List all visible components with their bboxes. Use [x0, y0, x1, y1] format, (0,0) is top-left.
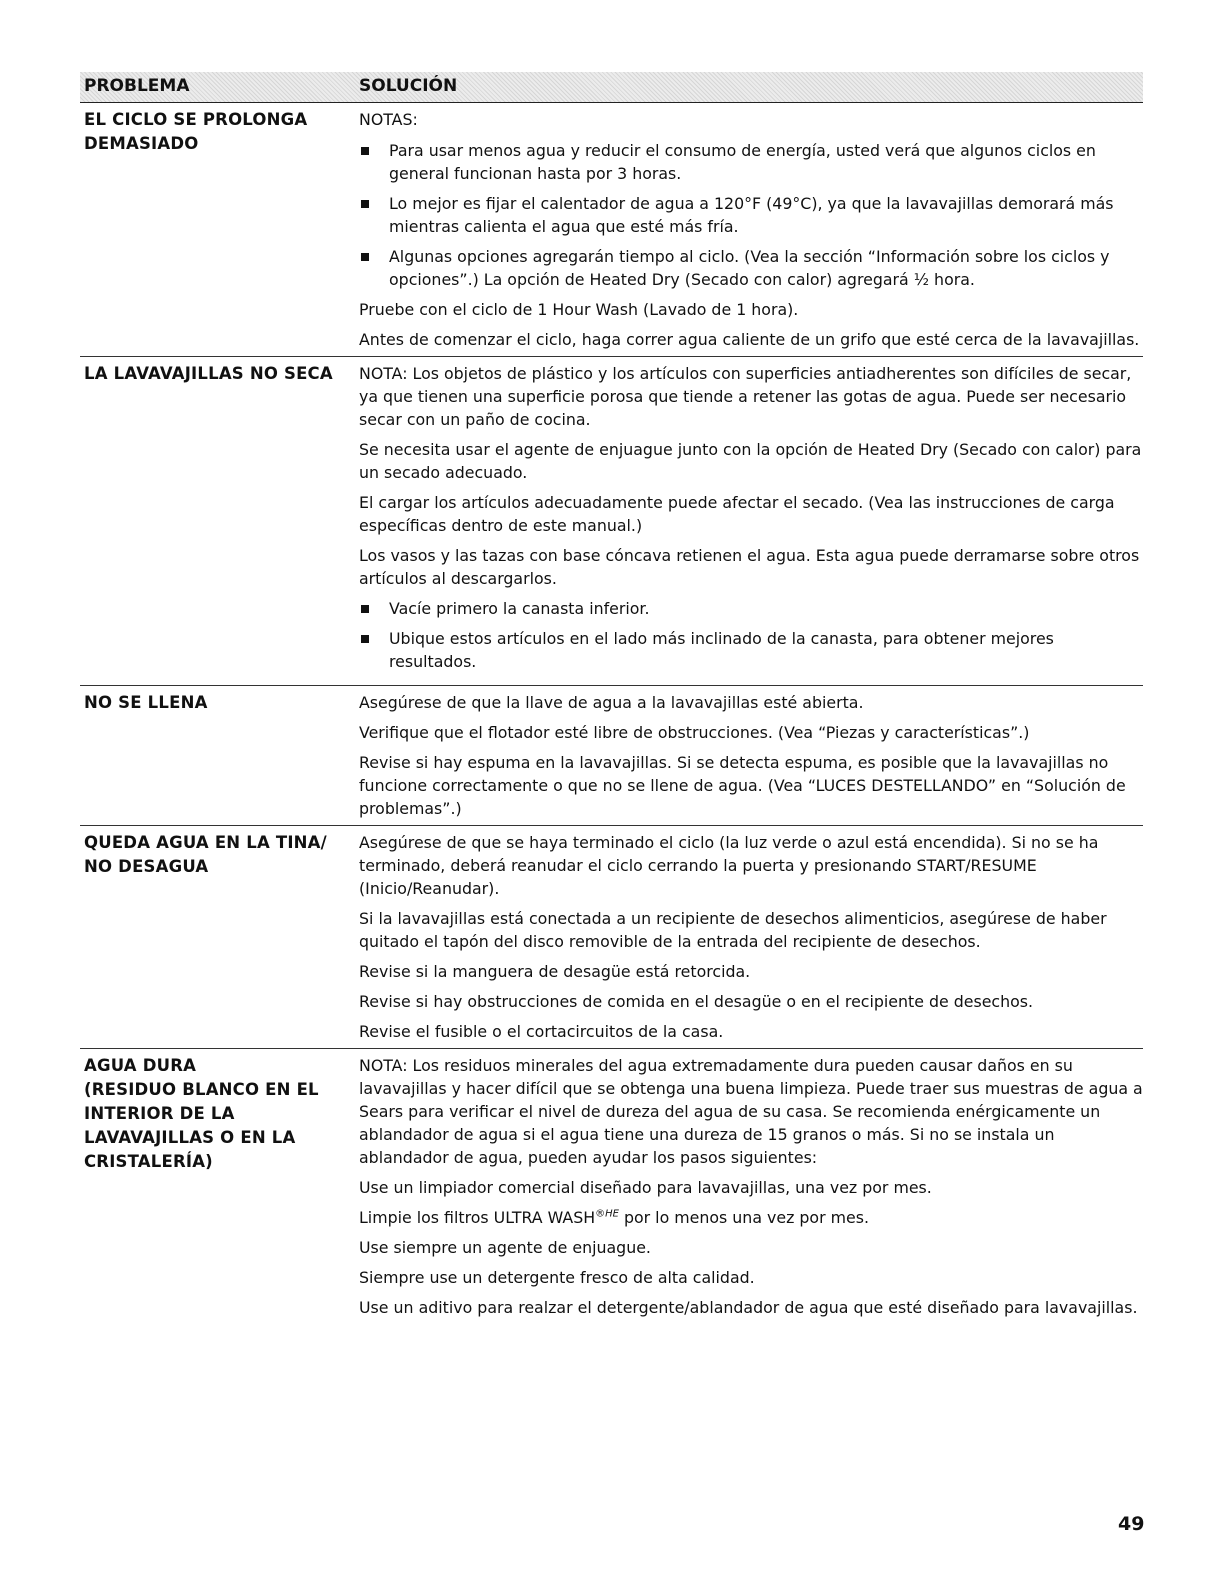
- solution-paragraph: Revise el fusible o el cortacircuitos de la casa.: [359, 1022, 724, 1041]
- solution-paragraph: Si la lavavajillas está conectada a un recipiente de desechos alimenticios, asegúrese de haber quitado el tapón del disco removible de la entrada del recipiente de desechos.: [359, 909, 1107, 951]
- table-row: [80, 357, 1143, 686]
- list-item: [359, 597, 1143, 620]
- solution-cell: [359, 691, 1143, 820]
- bullet-icon: [361, 253, 369, 261]
- problem-line: CRISTALERÍA): [84, 1152, 213, 1171]
- list-item-text: Para usar menos agua y reducir el consumo de energía, usted verá que algunos ciclos en general funcionan hasta por 3 horas.: [389, 141, 1096, 183]
- solution-paragraph: El cargar los artículos adecuadamente puede afectar el secado. (Vea las instrucciones de carga específicas dentro de este manual.): [359, 493, 1115, 535]
- problem-line: NO SE LLENA: [84, 693, 208, 712]
- solution-paragraph: Antes de comenzar el ciclo, haga correr agua caliente de un grifo que esté cerca de la lavavajillas.: [359, 330, 1140, 349]
- notes-label: NOTAS:: [359, 110, 418, 129]
- bullet-icon: [361, 200, 369, 208]
- solution-paragraph: Siempre use un detergente fresco de alta calidad.: [359, 1268, 755, 1287]
- problem-line: QUEDA AGUA EN LA TINA/: [84, 833, 327, 852]
- solution-paragraph: Use siempre un agente de enjuague.: [359, 1238, 651, 1257]
- solution-cell: [359, 1054, 1143, 1319]
- solution-paragraph: Asegúrese de que se haya terminado el ciclo (la luz verde o azul está encendida). Si no se ha terminado, deberá reanudar el ciclo cerrando la puerta y presionando START/RESUME (Inicio/Reanudar).: [359, 833, 1099, 898]
- solution-paragraph: Se necesita usar el agente de enjuague junto con la opción de Heated Dry (Secado con calor) para un secado adecuado.: [359, 440, 1142, 482]
- list-item-text: Vacíe primero la canasta inferior.: [389, 599, 650, 618]
- table-row: [80, 686, 1143, 826]
- solution-paragraph: Los vasos y las tazas con base cóncava retienen el agua. Esta agua puede derramarse sobre otros artículos al descargarlos.: [359, 546, 1140, 588]
- solution-cell: [359, 108, 1143, 351]
- filters-paragraph: [359, 1206, 1143, 1229]
- registered-he-mark: ®HE: [595, 1208, 619, 1220]
- solution-paragraph: Use un limpiador comercial diseñado para lavavajillas, una vez por mes.: [359, 1178, 932, 1197]
- page-number: 49: [1118, 1513, 1145, 1535]
- solution-cell: [359, 831, 1143, 1043]
- bullet-icon: [361, 147, 369, 155]
- list-item-text: Lo mejor es fijar el calentador de agua a 120°F (49°C), ya que la lavavajillas demorará más mientras calienta el agua que esté más fría.: [389, 194, 1114, 236]
- problem-cell: [80, 108, 359, 351]
- solution-paragraph: Revise si hay obstrucciones de comida en el desagüe o en el recipiente de desechos.: [359, 992, 1034, 1011]
- problem-cell: [80, 1054, 359, 1319]
- solution-paragraph: Revise si la manguera de desagüe está retorcida.: [359, 962, 751, 981]
- table-row: [80, 103, 1143, 357]
- table-row: [80, 826, 1143, 1049]
- solution-cell: [359, 362, 1143, 680]
- problem-line: LAVAVAJILLAS O EN LA: [84, 1128, 296, 1147]
- solution-paragraph: Pruebe con el ciclo de 1 Hour Wash (Lavado de 1 hora).: [359, 300, 799, 319]
- problem-line: EL CICLO SE PROLONGA: [84, 110, 308, 129]
- table-header: [80, 72, 1143, 103]
- list-item: [359, 627, 1143, 673]
- solution-paragraph: Verifique que el flotador esté libre de obstrucciones. (Vea “Piezas y características”.): [359, 723, 1030, 742]
- troubleshooting-table: [80, 72, 1143, 1324]
- solution-paragraph: Use un aditivo para realzar el detergente/ablandador de agua que esté diseñado para lavavajillas.: [359, 1298, 1138, 1317]
- solution-paragraph: Revise si hay espuma en la lavavajillas. Si se detecta espuma, es posible que la lavavajillas no funcione correctamente o que no se llene de agua. (Vea “LUCES DESTELLANDO” en “Solución de problemas”.): [359, 753, 1126, 818]
- bullet-icon: [361, 635, 369, 643]
- filters-text-before: Limpie los filtros ULTRA WASH: [359, 1208, 596, 1227]
- problem-line: NO DESAGUA: [84, 857, 209, 876]
- filters-text-after: por lo menos una vez por mes.: [618, 1208, 869, 1227]
- problem-cell: [80, 691, 359, 820]
- list-item: [359, 139, 1143, 185]
- table-row: [80, 1049, 1143, 1324]
- problem-cell: [80, 831, 359, 1043]
- problem-line: LA LAVAVAJILLAS NO SECA: [84, 364, 333, 383]
- problem-line: DEMASIADO: [84, 134, 199, 153]
- problem-line: AGUA DURA: [84, 1056, 197, 1075]
- problem-cell: [80, 362, 359, 680]
- list-item-text: Algunas opciones agregarán tiempo al ciclo. (Vea la sección “Información sobre los ciclos y opciones”.) La opción de Heated Dry (Secado con calor) agregará ½ hora.: [389, 247, 1110, 289]
- list-item-text: Ubique estos artículos en el lado más inclinado de la canasta, para obtener mejores resultados.: [389, 629, 1054, 671]
- solution-paragraph: NOTA: Los residuos minerales del agua extremadamente dura pueden causar daños en su lavavajillas y hacer difícil que se obtenga una buena limpieza. Puede traer sus muestras de agua a Sears para verificar el nivel de dureza del agua de su casa. Se recomienda enérgicamente un ablandador de agua si el agua tiene una dureza de 15 granos o más. Si no se instala un ablandador de agua, pueden ayudar los pasos siguientes:: [359, 1056, 1143, 1167]
- header-solution: SOLUCIÓN: [359, 76, 458, 96]
- list-item: [359, 245, 1143, 291]
- list-item: [359, 192, 1143, 238]
- solution-paragraph: Asegúrese de que la llave de agua a la lavavajillas esté abierta.: [359, 693, 864, 712]
- bullet-icon: [361, 605, 369, 613]
- header-problem: PROBLEMA: [84, 76, 190, 96]
- solution-paragraph: NOTA: Los objetos de plástico y los artículos con superficies antiadherentes son difíciles de secar, ya que tienen una superficie porosa que tiende a retener las gotas de agua. Puede ser necesario secar con un paño de cocina.: [359, 364, 1132, 429]
- problem-line: INTERIOR DE LA: [84, 1104, 235, 1123]
- problem-line: (RESIDUO BLANCO EN EL: [84, 1080, 319, 1099]
